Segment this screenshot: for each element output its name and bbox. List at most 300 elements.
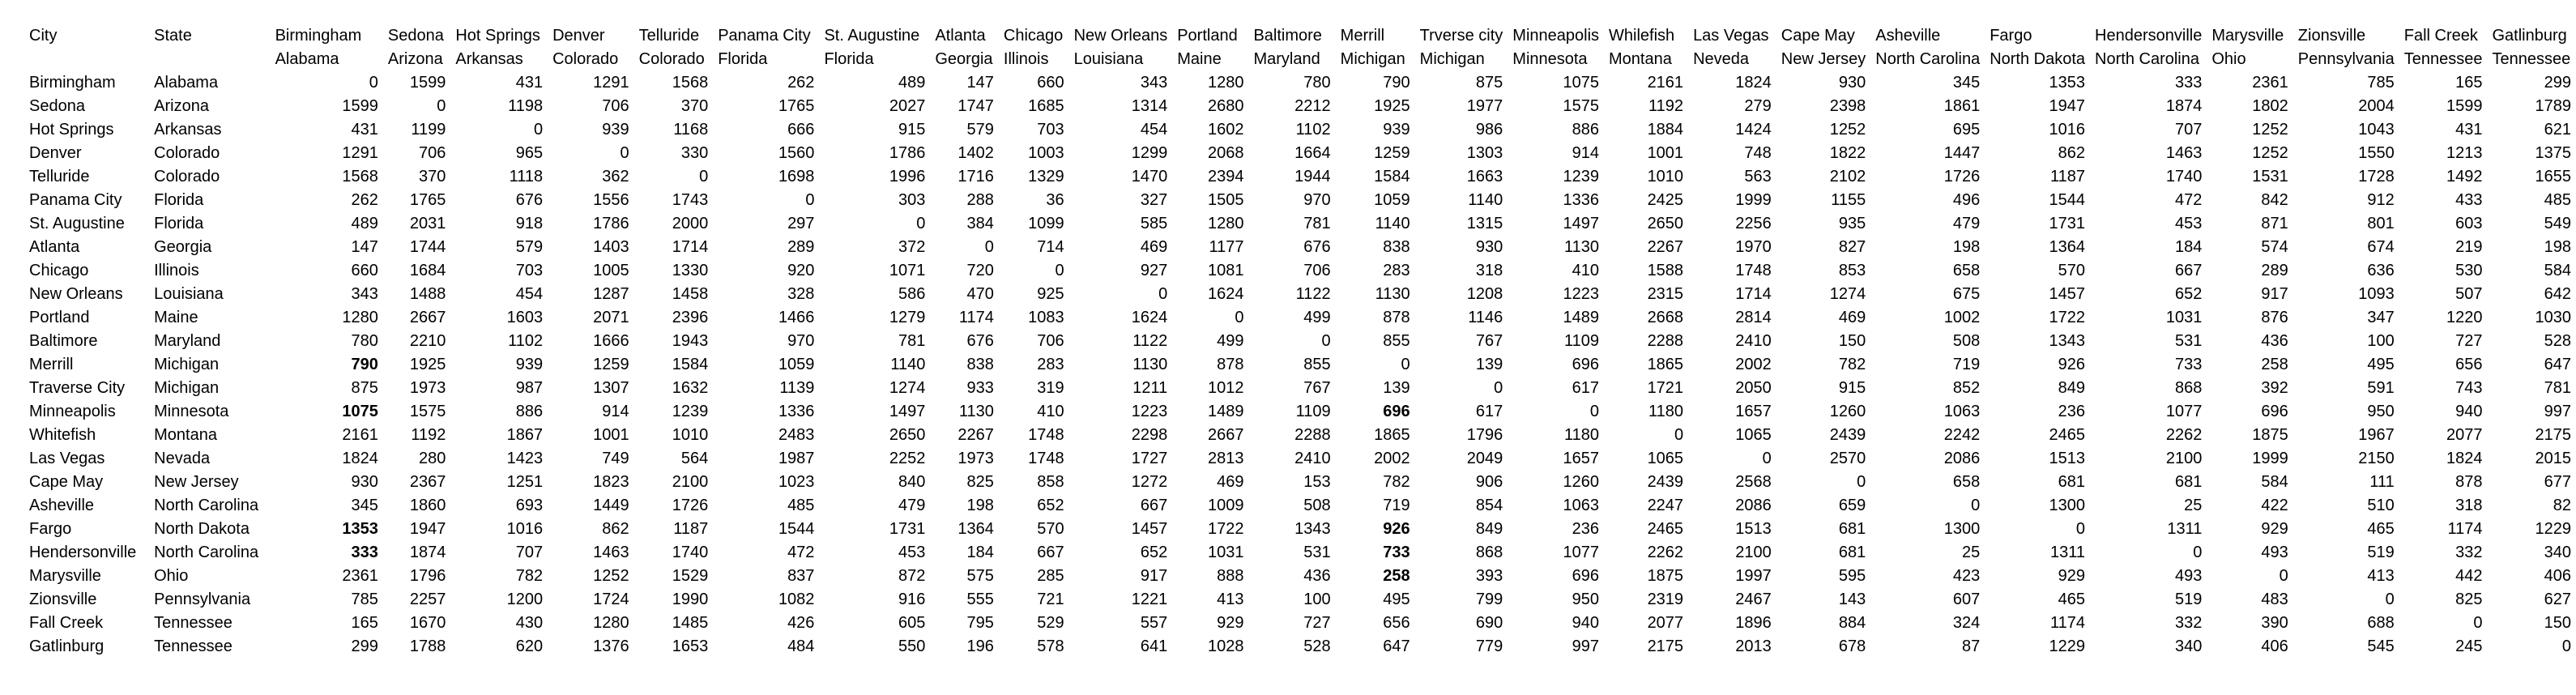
distance-cell[interactable]: 1748	[1028, 426, 1064, 444]
distance-cell[interactable]: 1102	[1295, 121, 1331, 139]
distance-cell[interactable]: 1139	[779, 379, 815, 397]
distance-cell[interactable]: 1698	[778, 168, 815, 185]
row-state-cell[interactable]: Louisiana	[154, 285, 224, 303]
distance-cell[interactable]: 1765	[409, 191, 446, 209]
distance-cell[interactable]: 1744	[409, 238, 446, 256]
distance-cell[interactable]: 1765	[778, 97, 815, 115]
distance-cell[interactable]: 574	[2261, 238, 2288, 256]
distance-cell[interactable]: 2396	[672, 309, 709, 326]
distance-cell[interactable]: 647	[1383, 637, 1410, 655]
distance-cell[interactable]: 219	[2455, 238, 2483, 256]
distance-cell[interactable]: 1031	[1207, 544, 1244, 561]
distance-cell[interactable]: 2100	[2165, 450, 2203, 467]
state-column-header[interactable]	[149, 24, 270, 71]
distance-cell[interactable]: 2394	[1207, 168, 1244, 185]
distance-cell[interactable]: 1824	[342, 450, 378, 467]
distance-cell[interactable]: 393	[1475, 567, 1503, 585]
distance-cell[interactable]: 1457	[1131, 520, 1168, 538]
distance-cell[interactable]: 1353	[2049, 74, 2086, 92]
distance-cell[interactable]: 2410	[1735, 332, 1772, 350]
distance-cell[interactable]: 795	[966, 614, 994, 632]
distance-cell[interactable]: 676	[1303, 238, 1331, 256]
row-city-cell[interactable]: Hot Springs	[29, 121, 114, 139]
distance-cell[interactable]: 1865	[1647, 356, 1684, 373]
column-header[interactable]	[2207, 24, 2292, 71]
distance-cell[interactable]: 1990	[672, 591, 709, 608]
distance-cell[interactable]: 652	[1037, 497, 1064, 514]
distance-cell[interactable]: 838	[966, 356, 994, 373]
distance-cell[interactable]: 1251	[506, 473, 544, 491]
distance-cell[interactable]: 0	[1055, 262, 1064, 279]
distance-cell[interactable]: 1180	[1564, 426, 1600, 444]
distance-cell[interactable]: 279	[1744, 97, 1772, 115]
distance-cell[interactable]: 1466	[778, 309, 815, 326]
distance-cell[interactable]: 1009	[1207, 497, 1244, 514]
distance-cell[interactable]: 1488	[409, 285, 446, 303]
distance-cell[interactable]: 743	[2455, 379, 2483, 397]
distance-cell[interactable]: 436	[1303, 567, 1331, 585]
distance-cell[interactable]: 1497	[889, 403, 926, 420]
distance-cell[interactable]: 2288	[1294, 426, 1331, 444]
distance-cell[interactable]: 2425	[1647, 191, 1684, 209]
distance-cell[interactable]: 1208	[1466, 285, 1503, 303]
distance-cell[interactable]: 585	[1140, 215, 1168, 232]
distance-cell[interactable]: 652	[1140, 544, 1168, 561]
distance-cell[interactable]: 693	[515, 497, 544, 514]
distance-cell[interactable]: 1364	[2049, 238, 2086, 256]
distance-cell[interactable]: 1001	[593, 426, 629, 444]
distance-cell[interactable]: 1002	[1943, 309, 1981, 326]
distance-cell[interactable]: 886	[515, 403, 544, 420]
distance-cell[interactable]: 1664	[1294, 144, 1331, 162]
distance-cell[interactable]: 2252	[889, 450, 926, 467]
distance-cell[interactable]: 245	[2455, 637, 2483, 655]
distance-cell[interactable]: 1010	[672, 426, 709, 444]
distance-cell[interactable]: 0	[984, 238, 994, 256]
distance-cell[interactable]: 489	[898, 74, 926, 92]
distance-cell[interactable]: 1221	[1131, 591, 1168, 608]
column-header[interactable]	[1248, 24, 1335, 71]
distance-cell[interactable]: 82	[2553, 497, 2571, 514]
distance-cell[interactable]: 1977	[1466, 97, 1503, 115]
distance-cell[interactable]: 849	[1475, 520, 1503, 538]
distance-cell[interactable]: 915	[898, 121, 926, 139]
distance-cell[interactable]: 940	[2455, 403, 2483, 420]
distance-cell[interactable]: 2319	[1647, 591, 1684, 608]
distance-cell[interactable]: 1489	[1563, 309, 1600, 326]
distance-cell[interactable]: 2465	[2049, 426, 2086, 444]
distance-cell[interactable]: 2212	[1294, 97, 1331, 115]
distance-cell[interactable]: 1666	[593, 332, 629, 350]
distance-cell[interactable]: 1655	[2535, 168, 2571, 185]
distance-cell[interactable]: 0	[2561, 637, 2571, 655]
distance-cell[interactable]: 1726	[672, 497, 709, 514]
distance-cell[interactable]: 2288	[1647, 332, 1684, 350]
distance-cell[interactable]: 0	[533, 121, 544, 139]
distance-cell[interactable]: 1722	[2049, 309, 2086, 326]
distance-cell[interactable]: 2410	[1294, 450, 1331, 467]
distance-cell[interactable]: 1657	[1563, 450, 1600, 467]
distance-cell[interactable]: 519	[2367, 544, 2395, 561]
distance-cell[interactable]: 2256	[1735, 215, 1772, 232]
row-city-cell[interactable]: Traverse City	[29, 379, 126, 397]
distance-cell[interactable]: 641	[1140, 637, 1168, 655]
distance-cell[interactable]: 2015	[2535, 450, 2571, 467]
distance-cell[interactable]: 1016	[2049, 121, 2086, 139]
distance-cell[interactable]: 2467	[1735, 591, 1772, 608]
row-state-cell[interactable]: Arizona	[154, 97, 209, 115]
distance-cell[interactable]: 1529	[672, 567, 709, 585]
row-state-cell[interactable]: Minnesota	[154, 403, 229, 420]
distance-cell[interactable]: 484	[787, 637, 815, 655]
distance-cell[interactable]: 1684	[409, 262, 446, 279]
distance-cell[interactable]: 1130	[1375, 285, 1410, 303]
distance-cell[interactable]: 782	[1383, 473, 1410, 491]
distance-cell[interactable]: 2650	[889, 426, 926, 444]
distance-cell[interactable]: 433	[2455, 191, 2483, 209]
distance-cell[interactable]: 703	[1037, 121, 1064, 139]
distance-cell[interactable]: 782	[515, 567, 544, 585]
distance-cell[interactable]: 1861	[1943, 97, 1981, 115]
distance-cell[interactable]: 469	[1140, 238, 1168, 256]
distance-cell[interactable]: 767	[1303, 379, 1331, 397]
distance-cell[interactable]: 198	[1952, 238, 1981, 256]
distance-cell[interactable]: 453	[2174, 215, 2203, 232]
distance-cell[interactable]: 2175	[1647, 637, 1684, 655]
distance-cell[interactable]: 939	[515, 356, 544, 373]
distance-cell[interactable]: 658	[1952, 473, 1981, 491]
distance-cell[interactable]: 1200	[506, 591, 544, 608]
distance-cell[interactable]: 1043	[2358, 121, 2395, 139]
distance-cell[interactable]: 1740	[672, 544, 709, 561]
distance-cell[interactable]: 198	[2544, 238, 2571, 256]
distance-cell[interactable]: 950	[1572, 591, 1600, 608]
distance-cell[interactable]: 1470	[1131, 168, 1168, 185]
distance-cell[interactable]: 2568	[1735, 473, 1772, 491]
distance-cell[interactable]: 150	[1838, 332, 1866, 350]
distance-cell[interactable]: 1724	[593, 591, 629, 608]
distance-cell[interactable]: 1375	[2535, 144, 2571, 162]
distance-cell[interactable]: 660	[351, 262, 378, 279]
column-header[interactable]	[999, 24, 1069, 71]
distance-cell[interactable]: 165	[2455, 74, 2483, 92]
row-state-cell[interactable]: North Carolina	[154, 497, 259, 514]
distance-cell[interactable]: 617	[1475, 403, 1503, 420]
distance-cell[interactable]: 915	[1838, 379, 1866, 397]
distance-cell[interactable]: 25	[2184, 497, 2203, 514]
distance-cell[interactable]: 939	[602, 121, 629, 139]
distance-cell[interactable]: 410	[1037, 403, 1064, 420]
distance-cell[interactable]: 1822	[1829, 144, 1866, 162]
distance-cell[interactable]: 912	[2367, 191, 2395, 209]
distance-cell[interactable]: 2667	[1207, 426, 1244, 444]
row-city-cell[interactable]: Atlanta	[29, 238, 80, 256]
distance-cell[interactable]: 111	[2369, 473, 2395, 491]
distance-cell[interactable]: 289	[787, 238, 815, 256]
distance-cell[interactable]: 1031	[2165, 309, 2203, 326]
distance-cell[interactable]: 917	[2261, 285, 2288, 303]
row-city-cell[interactable]: Baltimore	[29, 332, 98, 350]
distance-cell[interactable]: 2086	[1735, 497, 1772, 514]
distance-cell[interactable]: 2262	[2165, 426, 2203, 444]
distance-cell[interactable]: 660	[1037, 74, 1064, 92]
row-city-cell[interactable]: Cape May	[29, 473, 104, 491]
distance-cell[interactable]: 706	[602, 97, 629, 115]
distance-cell[interactable]: 1987	[778, 450, 815, 467]
distance-cell[interactable]: 2465	[1647, 520, 1684, 538]
distance-cell[interactable]: 1860	[409, 497, 446, 514]
distance-cell[interactable]: 642	[2544, 285, 2571, 303]
distance-cell[interactable]: 0	[1857, 473, 1866, 491]
distance-cell[interactable]: 143	[1838, 591, 1866, 608]
distance-cell[interactable]: 299	[2544, 74, 2571, 92]
distance-cell[interactable]: 1925	[1374, 97, 1410, 115]
distance-cell[interactable]: 1001	[1647, 144, 1684, 162]
distance-cell[interactable]: 1174	[2050, 614, 2086, 632]
row-city-cell[interactable]: Panama City	[29, 191, 122, 209]
distance-cell[interactable]: 1875	[1647, 567, 1684, 585]
distance-cell[interactable]: 153	[1303, 473, 1331, 491]
distance-cell[interactable]: 727	[1303, 614, 1331, 632]
distance-cell[interactable]: 1560	[778, 144, 815, 162]
distance-cell[interactable]: 714	[1037, 238, 1064, 256]
distance-cell[interactable]: 465	[2367, 520, 2395, 538]
distance-cell[interactable]: 1343	[2049, 332, 2086, 350]
distance-cell[interactable]: 0	[2279, 567, 2288, 585]
distance-cell[interactable]: 472	[787, 544, 815, 561]
row-state-cell[interactable]: Pennsylvania	[154, 591, 251, 608]
distance-cell[interactable]: 479	[1952, 215, 1981, 232]
distance-cell[interactable]: 1252	[2252, 144, 2288, 162]
distance-cell[interactable]: 1728	[2358, 168, 2395, 185]
distance-cell[interactable]: 719	[1952, 356, 1981, 373]
distance-cell[interactable]: 36	[1046, 191, 1064, 209]
distance-cell[interactable]: 2002	[1374, 450, 1410, 467]
distance-cell[interactable]: 2680	[1207, 97, 1244, 115]
distance-cell[interactable]: 564	[680, 450, 709, 467]
distance-cell[interactable]: 1875	[2252, 426, 2288, 444]
distance-cell[interactable]: 1786	[889, 144, 926, 162]
distance-cell[interactable]: 675	[1952, 285, 1981, 303]
distance-cell[interactable]: 422	[2261, 497, 2288, 514]
distance-cell[interactable]: 479	[898, 497, 926, 514]
row-state-cell[interactable]: Florida	[154, 191, 204, 209]
distance-cell[interactable]: 703	[515, 262, 544, 279]
distance-cell[interactable]: 184	[2174, 238, 2203, 256]
distance-cell[interactable]: 288	[966, 191, 994, 209]
distance-cell[interactable]: 2031	[409, 215, 446, 232]
distance-cell[interactable]: 987	[515, 379, 544, 397]
row-state-cell[interactable]: Alabama	[154, 74, 219, 92]
distance-cell[interactable]: 1575	[409, 403, 446, 420]
distance-cell[interactable]: 1485	[672, 614, 709, 632]
distance-cell[interactable]: 1174	[2447, 520, 2483, 538]
distance-cell[interactable]: 1743	[672, 191, 709, 209]
distance-cell[interactable]: 1568	[342, 168, 378, 185]
distance-cell[interactable]: 0	[1401, 356, 1410, 373]
distance-cell[interactable]: 557	[1140, 614, 1168, 632]
distance-cell[interactable]: 469	[1838, 309, 1866, 326]
distance-cell[interactable]: 258	[1383, 567, 1410, 585]
distance-cell[interactable]: 855	[1383, 332, 1410, 350]
distance-cell[interactable]: 2813	[1207, 450, 1244, 467]
distance-cell[interactable]: 1423	[506, 450, 544, 467]
distance-cell[interactable]: 1556	[593, 191, 629, 209]
distance-cell[interactable]: 779	[1475, 637, 1503, 655]
distance-cell[interactable]: 1259	[1374, 144, 1410, 162]
distance-cell[interactable]: 283	[1037, 356, 1064, 373]
distance-cell[interactable]: 1973	[409, 379, 446, 397]
distance-cell[interactable]: 453	[898, 544, 926, 561]
row-city-cell[interactable]: Portland	[29, 309, 90, 326]
distance-cell[interactable]: 0	[437, 97, 446, 115]
distance-cell[interactable]: 413	[1217, 591, 1244, 608]
distance-cell[interactable]: 1884	[1647, 121, 1684, 139]
distance-cell[interactable]: 1943	[672, 332, 709, 350]
row-state-cell[interactable]: Maine	[154, 309, 198, 326]
distance-cell[interactable]: 1447	[1943, 144, 1981, 162]
distance-cell[interactable]: 345	[351, 497, 378, 514]
distance-cell[interactable]: 733	[1383, 544, 1410, 561]
column-header[interactable]	[713, 24, 819, 71]
distance-cell[interactable]: 1874	[409, 544, 446, 561]
distance-cell[interactable]: 2439	[1647, 473, 1684, 491]
distance-cell[interactable]: 1168	[673, 121, 709, 139]
distance-cell[interactable]: 1016	[506, 520, 544, 538]
distance-cell[interactable]: 659	[1838, 497, 1866, 514]
distance-cell[interactable]: 2361	[2252, 74, 2288, 92]
column-header[interactable]	[1870, 24, 1985, 71]
distance-cell[interactable]: 605	[898, 614, 926, 632]
distance-cell[interactable]: 617	[1572, 379, 1600, 397]
distance-cell[interactable]: 549	[2544, 215, 2571, 232]
distance-cell[interactable]: 262	[351, 191, 378, 209]
distance-cell[interactable]: 1291	[342, 144, 378, 162]
distance-cell[interactable]: 0	[1321, 332, 1331, 350]
distance-cell[interactable]: 1996	[889, 168, 926, 185]
distance-cell[interactable]: 578	[1037, 637, 1064, 655]
row-state-cell[interactable]: Ohio	[154, 567, 189, 585]
distance-cell[interactable]: 1187	[673, 520, 709, 538]
distance-cell[interactable]: 1663	[1466, 168, 1503, 185]
distance-cell[interactable]: 499	[1217, 332, 1244, 350]
distance-cell[interactable]: 840	[898, 473, 926, 491]
distance-cell[interactable]: 2267	[957, 426, 994, 444]
distance-cell[interactable]: 926	[1383, 520, 1410, 538]
distance-cell[interactable]: 1544	[778, 520, 815, 538]
distance-cell[interactable]: 454	[515, 285, 544, 303]
distance-cell[interactable]: 852	[1952, 379, 1981, 397]
distance-cell[interactable]: 1093	[2358, 285, 2395, 303]
distance-cell[interactable]: 499	[1303, 309, 1331, 326]
distance-cell[interactable]: 1180	[1648, 403, 1684, 420]
column-header[interactable]	[383, 24, 450, 71]
distance-cell[interactable]: 695	[1952, 121, 1981, 139]
distance-cell[interactable]: 150	[2544, 614, 2571, 632]
distance-cell[interactable]: 324	[1952, 614, 1981, 632]
distance-cell[interactable]: 570	[2058, 262, 2086, 279]
distance-cell[interactable]: 570	[1037, 520, 1064, 538]
distance-cell[interactable]: 1140	[1468, 191, 1503, 209]
distance-cell[interactable]: 1303	[1466, 144, 1503, 162]
distance-cell[interactable]: 1146	[1468, 309, 1503, 326]
distance-cell[interactable]: 0	[805, 191, 815, 209]
distance-cell[interactable]: 1130	[958, 403, 994, 420]
distance-cell[interactable]: 390	[2261, 614, 2288, 632]
distance-cell[interactable]: 1748	[1028, 450, 1064, 467]
distance-cell[interactable]: 1748	[1735, 262, 1772, 279]
distance-cell[interactable]: 1336	[778, 403, 815, 420]
distance-cell[interactable]: 584	[2544, 262, 2571, 279]
distance-cell[interactable]: 1330	[672, 262, 709, 279]
row-state-cell[interactable]: Georgia	[154, 238, 212, 256]
distance-cell[interactable]: 2361	[342, 567, 378, 585]
distance-cell[interactable]: 1497	[1563, 215, 1600, 232]
distance-cell[interactable]: 426	[787, 614, 815, 632]
distance-cell[interactable]: 0	[369, 74, 378, 92]
distance-cell[interactable]: 707	[2174, 121, 2203, 139]
distance-cell[interactable]: 2210	[409, 332, 446, 350]
distance-cell[interactable]: 100	[2367, 332, 2395, 350]
distance-cell[interactable]: 1065	[1735, 426, 1772, 444]
distance-cell[interactable]: 676	[515, 191, 544, 209]
distance-cell[interactable]: 1726	[1943, 168, 1981, 185]
distance-cell[interactable]: 636	[2367, 262, 2395, 279]
distance-cell[interactable]: 681	[1838, 520, 1866, 538]
distance-cell[interactable]: 550	[898, 637, 926, 655]
distance-cell[interactable]: 1239	[672, 403, 709, 420]
distance-cell[interactable]: 1077	[1563, 544, 1600, 561]
distance-cell[interactable]: 1065	[1647, 450, 1684, 467]
column-header[interactable]	[1415, 24, 1508, 71]
column-header[interactable]	[1336, 24, 1415, 71]
row-state-cell[interactable]: Colorado	[154, 144, 220, 162]
distance-cell[interactable]: 1947	[409, 520, 446, 538]
distance-cell[interactable]: 1311	[2050, 544, 2086, 561]
distance-cell[interactable]: 2049	[1466, 450, 1503, 467]
distance-cell[interactable]: 1531	[2252, 168, 2288, 185]
distance-cell[interactable]: 1599	[342, 97, 378, 115]
distance-cell[interactable]: 1077	[2165, 403, 2203, 420]
distance-cell[interactable]: 1118	[509, 168, 544, 185]
distance-cell[interactable]: 496	[1952, 191, 1981, 209]
distance-cell[interactable]: 927	[1140, 262, 1168, 279]
distance-cell[interactable]: 465	[2058, 591, 2086, 608]
distance-cell[interactable]: 442	[2455, 567, 2483, 585]
distance-cell[interactable]: 297	[787, 215, 815, 232]
column-header[interactable]	[2399, 24, 2488, 71]
distance-cell[interactable]: 2027	[889, 97, 926, 115]
distance-cell[interactable]: 970	[1303, 191, 1331, 209]
distance-cell[interactable]: 0	[2193, 544, 2203, 561]
distance-cell[interactable]: 196	[966, 637, 994, 655]
distance-cell[interactable]: 318	[2455, 497, 2483, 514]
distance-cell[interactable]: 584	[2261, 473, 2288, 491]
distance-cell[interactable]: 0	[1589, 403, 1600, 420]
distance-cell[interactable]: 258	[2261, 356, 2288, 373]
distance-cell[interactable]: 472	[2174, 191, 2203, 209]
distance-cell[interactable]: 2068	[1207, 144, 1244, 162]
distance-cell[interactable]: 470	[966, 285, 994, 303]
distance-cell[interactable]: 1083	[1028, 309, 1064, 326]
distance-cell[interactable]: 627	[2544, 591, 2571, 608]
distance-cell[interactable]: 586	[898, 285, 926, 303]
distance-cell[interactable]: 1584	[672, 356, 709, 373]
distance-cell[interactable]: 603	[2455, 215, 2483, 232]
distance-cell[interactable]: 878	[1383, 309, 1410, 326]
column-header[interactable]	[2293, 24, 2399, 71]
distance-cell[interactable]: 289	[2261, 262, 2288, 279]
